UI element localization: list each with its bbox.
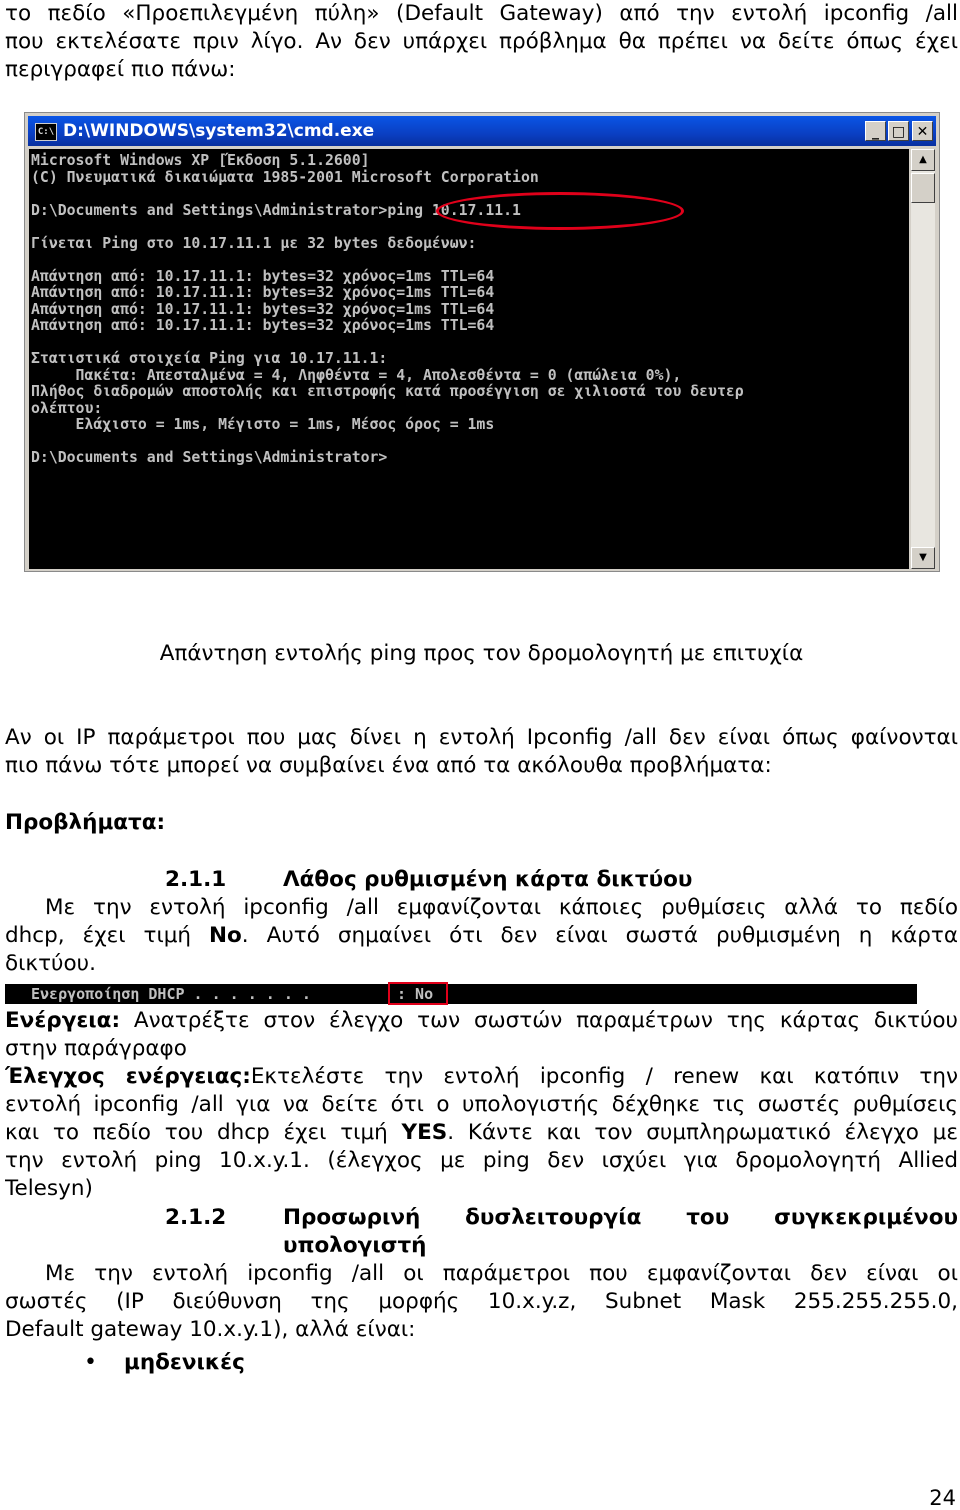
check-line-1: Έλεγχος ενέργειας:Εκτελέστε την εντολή ipconfig / renew και κατόπιν την [5, 1064, 958, 1089]
scroll-up-icon[interactable]: ▲ [911, 149, 935, 171]
problems-heading: Προβλήματα: [5, 810, 166, 835]
console-line: D:\Documents and Settings\Administrator>ping 10.17.11.1 [31, 201, 521, 219]
console-line [31, 252, 909, 269]
console-line: Microsoft Windows XP [Έκδοση 5.1.2600] [31, 152, 370, 169]
intro-line-3: περιγραφεί πιο πάνω: [5, 57, 236, 82]
console-line: Απάντηση από: 10.17.11.1: bytes=32 χρόνος=1ms TTL=64 [31, 317, 495, 334]
console-line: Ελάχιστο = 1ms, Μέγιστο = 1ms, Μέσος όρος = 1ms [31, 416, 495, 433]
check-line-5: Telesyn) [5, 1176, 93, 1201]
scroll-down-icon[interactable]: ▼ [911, 547, 935, 569]
cmd-titlebar [28, 116, 936, 146]
section-212-line-2: σωστές (IP διεύθυνση της μορφής 10.x.y.z, Subnet Mask 255.255.255.0, [5, 1289, 958, 1314]
bullet-item: μηδενικές [124, 1350, 245, 1375]
minimize-button[interactable]: _ [865, 121, 886, 141]
bullet-icon: • [84, 1350, 97, 1375]
console-line: (C) Πνευματικά δικαιώματα 1985-2001 Microsoft Corporation [31, 168, 539, 186]
section-212-heading [0, 1204, 960, 1232]
close-button[interactable]: ✕ [912, 121, 933, 141]
console-line: D:\Documents and Settings\Administrator> [31, 449, 388, 466]
cmd-title: D:\WINDOWS\system32\cmd.exe [63, 121, 375, 141]
section-211-line-1: Με την εντολή ipconfig /all εμφανίζονται κάποιες ρυθμίσεις αλλά το πεδίο [45, 895, 958, 920]
section-212-line-3: Default gateway 10.x.y.1), αλλά είναι: [5, 1317, 416, 1342]
dhcp-console-strip [5, 984, 917, 1004]
dhcp-value-highlight [388, 982, 448, 1005]
section-212-title-line-1: Προσωρινή δυσλειτουργία του συγκεκριμένου [283, 1205, 958, 1230]
figure-caption: Απάντηση εντολής ping προς τον δρομολογητή με επιτυχία [159, 641, 804, 666]
section-212-line-1: Με την εντολή ipconfig /all οι παράμετροι που εμφανίζονται δεν είναι οι [45, 1261, 958, 1286]
cmd-window [24, 112, 940, 572]
console-line [31, 434, 909, 451]
console-line [31, 335, 909, 352]
console-line: Απάντηση από: 10.17.11.1: bytes=32 χρόνος=1ms TTL=64 [31, 300, 495, 318]
intro-line-1: το πεδίο «Προεπιλεγμένη πύλη» (Default Gateway) από την εντολή ipconfig /all [5, 1, 958, 26]
para2-line-1: Αν οι IP παράμετροι που μας δίνει η εντολή Ipconfig /all δεν είναι όπως φαίνονται [5, 725, 958, 750]
section-211-heading [0, 866, 960, 894]
console-line: ολέπτου: [31, 399, 103, 417]
section-212-title-line-2: υπολογιστή [283, 1233, 427, 1258]
section-211-number: 2.1.1 [165, 867, 227, 892]
console-line: Πακέτα: Απεσταλμένα = 4, Ληφθέντα = 4, Απολεσθέντα = 0 (απώλεια 0%), [31, 366, 682, 384]
console-line: Απάντηση από: 10.17.11.1: bytes=32 χρόνος=1ms TTL=64 [31, 267, 495, 285]
cmd-icon: C:\ [35, 123, 57, 141]
section-212-number: 2.1.2 [165, 1205, 227, 1230]
check-line-2: εντολή ipconfig /all για να δείτε ότι ο υπολογιστής δέχθηκε τις σωστές ρυθμίσεις [5, 1092, 958, 1117]
action-line-2: στην παράγραφο [5, 1036, 187, 1061]
page-number: 24 [929, 1486, 956, 1510]
console-line: Γίνεται Ping στο 10.17.11.1 με 32 bytes δεδομένων: [31, 234, 477, 252]
ping-command-highlight [436, 192, 684, 230]
console-line: Απάντηση από: 10.17.11.1: bytes=32 χρόνος=1ms TTL=64 [31, 284, 495, 301]
scrollbar-thumb[interactable] [911, 173, 935, 203]
intro-line-2: που εκτελέσατε πριν λίγο. Αν δεν υπάρχει πρόβλημα θα πρέπει να δείτε όπως έχει [5, 29, 958, 54]
cmd-scrollbar[interactable] [911, 149, 935, 569]
maximize-button[interactable]: □ [888, 121, 909, 141]
para2-line-2: πιο πάνω τότε μπορεί να συμβαίνει ένα από τα ακόλουθα προβλήματα: [5, 753, 772, 778]
console-line: Πλήθος διαδρομών αποστολής και επιστροφής κατά προσέγγιση σε χιλιοστά του δευτερ [31, 383, 744, 400]
section-211-line-2: dhcp, έχει τιμή No. Αυτό σημαίνει ότι δεν είναι σωστά ρυθμισμένη η κάρτα [5, 923, 958, 948]
check-line-4: την εντολή ping 10.x.y.1. (έλεγχος με ping δεν ισχύει για δρομολογητή Allied [5, 1148, 958, 1173]
dhcp-value: : No [397, 985, 434, 1003]
dhcp-label: Ενεργοποίηση DHCP . . . . . . . [31, 985, 311, 1003]
check-line-3: και το πεδίο του dhcp έχει τιμή YES. Κάντε και τον συμπληρωματικό έλεγχο με [5, 1120, 958, 1145]
console-line: Στατιστικά στοιχεία Ping για 10.17.11.1: [31, 350, 388, 367]
section-211-line-3: δικτύου. [5, 951, 96, 976]
section-211-title: Λάθος ρυθμισμένη κάρτα δικτύου [283, 867, 693, 892]
action-line-1: Ενέργεια: Ανατρέξτε στον έλεγχο των σωστών παραμέτρων της κάρτας δικτύου [5, 1008, 958, 1033]
